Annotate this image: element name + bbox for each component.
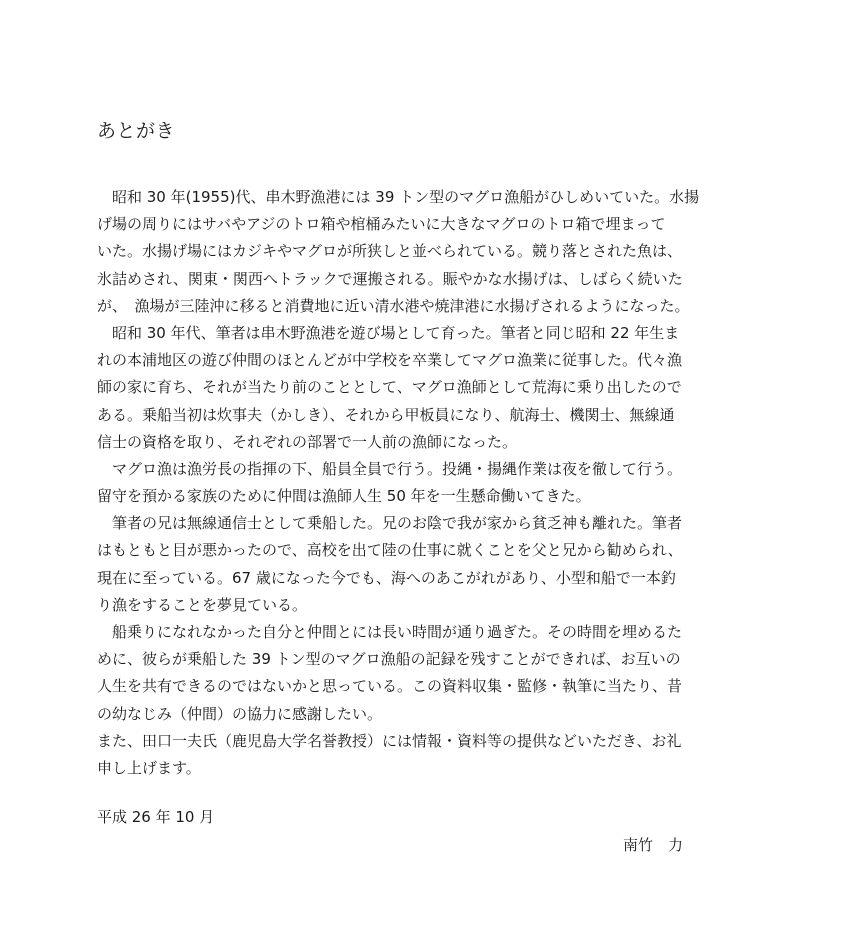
body-line: 氷詰めされ、関東・関西へトラックで運搬される。賑やかな水揚げは、しばらく続いた xyxy=(97,269,683,288)
body-line: 船乗りになれなかった自分と仲間とには長い時間が通り過ぎた。その時間を埋めるた xyxy=(97,623,683,641)
body-line: マグロ漁は漁労長の指揮の下、船員全員で行う。投縄・揚縄作業は夜を徹して行う。 xyxy=(97,459,683,478)
body-line: れの本浦地区の遊び仲間のほとんどが中学校を卒業してマグロ漁業に従事した。代々漁 xyxy=(97,351,683,370)
body-line: 現在に至っている。67 歳になった今でも、海へのあこがれがあり、小型和船で一本釣 xyxy=(97,568,676,587)
body-line: 師の家に育ち、それが当たり前のこととして、マグロ漁師として荒海に乗り出したので xyxy=(97,378,682,397)
body-line: 昭和 30 年(1955)代、串木野漁港には 39 トン型のマグロ漁船がひしめいていた。水揚 xyxy=(97,188,700,206)
body-line: 信士の資格を取り、それぞれの部署で一人前の漁師になった。 xyxy=(97,432,518,451)
afterword-body xyxy=(97,184,747,782)
body-line: 留守を預かる家族のために仲間は漁師人生 50 年を一生懸命働いてきた。 xyxy=(97,487,591,506)
body-line: が、 漁場が三陸沖に移ると消費地に近い清水港や焼津港に水揚げされるようになった。 xyxy=(97,296,690,315)
body-line: の幼なじみ（仲間）の協力に感謝したい。 xyxy=(97,704,383,723)
body-line: ある。乗船当初は炊事夫（かしき）、それから甲板員になり、航海士、機関士、無線通 xyxy=(97,405,675,424)
body-line: めに、彼らが乗船した 39 トン型のマグロ漁船の記録を残すことができれば、お互いの xyxy=(97,650,681,669)
body-line: 昭和 30 年代、筆者は串木野漁港を遊び場として育った。筆者と同じ昭和 22 年生ま xyxy=(97,323,680,342)
body-line: また、田口一夫氏（鹿児島大学名誉教授）には情報・資料等の提供などいただき、お礼 xyxy=(97,731,682,750)
author-name: 南竹 力 xyxy=(623,836,684,854)
body-line: り漁をすることを夢見ている。 xyxy=(97,595,308,614)
page-title: あとがき xyxy=(97,120,176,142)
closing-date: 平成 26 年 10 月 xyxy=(97,808,215,826)
body-line: いた。水揚げ場にはカジキやマグロが所狭しと並べられている。競り落とされた魚は、 xyxy=(97,242,683,261)
body-line: はもともと目が悪かったので、高校を出て陸の仕事に就くことを父と兄から勧められ、 xyxy=(97,541,683,560)
body-line: 申し上げます。 xyxy=(97,758,201,777)
body-line: 筆者の兄は無線通信士として乗船した。兄のお陰で我が家から貧乏神も離れた。筆者 xyxy=(97,514,683,533)
body-line: 人生を共有できるのではないかと思っている。この資料収集・監修・執筆に当たり、昔 xyxy=(97,677,683,696)
body-line: げ場の周りにはサバやアジのトロ箱や棺桶みたいに大きなマグロのトロ箱で埋まって xyxy=(97,215,666,234)
